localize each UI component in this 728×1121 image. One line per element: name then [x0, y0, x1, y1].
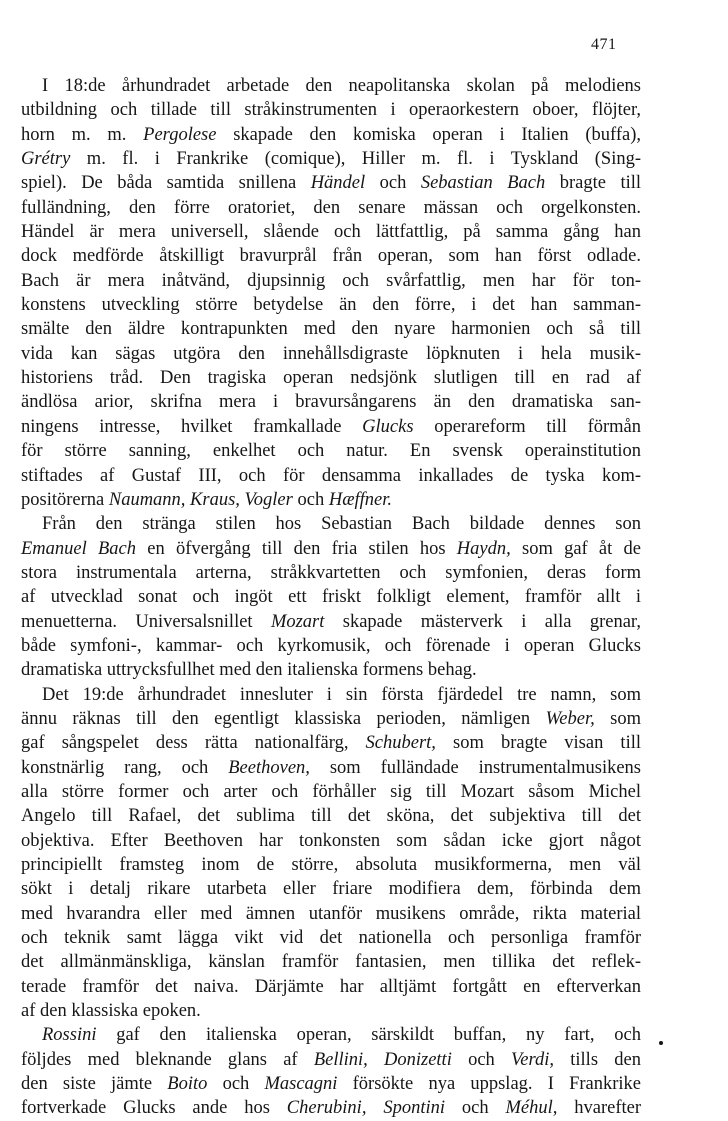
text-segment: och: [445, 1098, 506, 1119]
italic-name: Haydn,: [456, 538, 511, 559]
text-segment: principiellt framsteg inom de större, absoluta musikformerna, men väl: [21, 855, 641, 875]
italic-name: Weber,: [545, 708, 595, 729]
text-line: [21, 683, 641, 707]
text-line: [21, 196, 641, 220]
italic-name: Grétry: [21, 149, 71, 170]
text-segment: operareform till förmån: [413, 416, 641, 437]
text-segment: gaf den italienska operan, särskildt buffan, ny fart, och: [96, 1025, 641, 1046]
text-segment: sökt i detalj rikare utarbeta eller friare modifiera dem, förbinda dem: [21, 879, 641, 900]
italic-name: Naumann, Kraus, Vogler: [108, 489, 293, 510]
text-segment: spiel). De båda samtida snillena: [21, 173, 311, 194]
text-line: [21, 147, 641, 171]
text-segment: som bragte visan till: [435, 733, 641, 754]
italic-name: Verdi,: [511, 1049, 555, 1070]
text-segment: Det 19:de århundradet innesluter i sin första fjärdedel tre namn, som: [42, 684, 641, 705]
text-line: [21, 171, 641, 195]
text-line: [21, 975, 641, 999]
text-segment: fulländning, den förre oratoriet, den senare mässan och orgelkonsten.: [21, 197, 641, 218]
text-line: [21, 537, 641, 561]
text-segment: I 18:de århundradet arbetade den neapolitanska skolan på melodiens: [42, 76, 641, 96]
text-line: [21, 464, 641, 488]
text-segment: den siste jämte: [21, 1074, 168, 1095]
text-line: [21, 756, 641, 780]
text-segment: gaf sångspelet dess rätta nationalfärg,: [21, 733, 366, 754]
text-segment: försökte nya uppslag. I Frankrike: [337, 1074, 642, 1095]
text-line: [21, 804, 641, 828]
italic-name: Boito: [167, 1074, 208, 1095]
text-segment: bragte till: [545, 173, 641, 194]
italic-name: Emanuel Bach: [21, 538, 137, 559]
italic-name: Mascagni: [264, 1074, 338, 1095]
text-segment: horn m. m.: [21, 124, 144, 145]
text-segment: stiftades af Gustaf III, och för densamma inkallades de tyska kom-: [21, 465, 641, 486]
text-segment: hvarefter: [557, 1098, 641, 1119]
text-segment: af den klassiska epoken.: [21, 1001, 201, 1022]
text-line: [21, 1096, 641, 1120]
italic-name: Schubert,: [365, 733, 436, 754]
text-line: [21, 658, 641, 682]
text-line: [21, 98, 641, 122]
text-line: [21, 366, 641, 390]
text-segment: konstnärlig rang, och: [21, 757, 229, 778]
italic-name: Bellini, Donizetti: [313, 1049, 452, 1070]
text-line: [21, 707, 641, 731]
text-segment: som: [594, 708, 641, 729]
text-segment: terade framför det naiva. Därjämte har alltjämt fortgått en efterverkan: [21, 976, 641, 997]
text-segment: med hvarandra eller med ämnen utanför musikens område, rikta material: [21, 903, 641, 924]
text-line: [21, 999, 641, 1023]
text-line: [21, 1048, 641, 1072]
italic-name: Cherubini, Spontini: [286, 1098, 445, 1119]
italic-name: Méhul,: [505, 1098, 558, 1119]
text-line: [21, 342, 641, 366]
text-line: [21, 390, 641, 414]
text-segment: vida kan sägas utgöra den innehållsdigraste löpknuten i hela musik-: [21, 343, 641, 364]
text-segment: Händel är mera universell, slående och lättfattlig, på samma gång han: [21, 222, 641, 243]
italic-name: Glucks: [362, 416, 414, 437]
text-line: [21, 74, 641, 98]
page-number: 471: [591, 36, 617, 53]
text-line: [21, 244, 641, 268]
text-line: [21, 853, 641, 877]
text-segment: skapade den komiska operan i Italien (buffa),: [216, 124, 641, 145]
text-line: [21, 902, 641, 926]
text-line: [21, 561, 641, 585]
text-line: [21, 610, 641, 634]
text-line: [21, 950, 641, 974]
text-line: [21, 926, 641, 950]
text-segment: Angelo till Rafael, det sublima till det sköna, det subjektiva till det: [21, 806, 641, 827]
text-line: [21, 731, 641, 755]
text-segment: smälte den äldre kontrapunkten med den nyare harmonien och så till: [21, 319, 641, 340]
text-segment: positörerna: [21, 489, 109, 510]
text-segment: alla större former och arter och förhåller sig till Mozart såsom Michel: [21, 781, 641, 802]
text-segment: m. fl. i Frankrike (comique), Hiller m. fl. i Tyskland (Sing-: [70, 149, 641, 170]
text-segment: dramatiska uttrycksfullhet med den italienska formens behag.: [21, 660, 477, 681]
text-segment: utbildning och tillade till stråkinstrumenten i operaorkestern oboer, flöjter,: [21, 100, 641, 121]
text-segment: Från den stränga stilen hos Sebastian Bach bildade dennes son: [42, 514, 641, 535]
text-segment: för större sanning, enkelhet och natur. En svensk operainstitution: [21, 441, 641, 462]
text-line: [21, 585, 641, 609]
text-segment: tills den: [554, 1049, 641, 1070]
italic-name: Pergolese: [143, 124, 217, 145]
text-segment: ännu räknas till den egentligt klassiska perioden, nämligen: [21, 708, 546, 729]
text-segment: och teknik samt lägga vikt vid det nationella och personliga framför: [21, 928, 641, 949]
text-line: [21, 488, 641, 512]
text-segment: skapade mästerverk i alla grenar,: [324, 611, 641, 632]
italic-name: Mozart: [270, 611, 325, 632]
print-speck: [659, 1041, 663, 1045]
text-segment: följdes med bleknande glans af: [21, 1049, 314, 1070]
text-line: [21, 415, 641, 439]
text-line: [21, 269, 641, 293]
text-segment: och: [292, 489, 329, 510]
text-line: [21, 512, 641, 536]
text-segment: både symfoni-, kammar- och kyrkomusik, och förenade i operan Glucks: [21, 635, 641, 656]
text-segment: det allmänmänskliga, känslan framför fantasien, men tillika det reflek-: [21, 952, 641, 973]
italic-name: Händel: [310, 173, 366, 194]
text-line: [21, 293, 641, 317]
text-segment: konstens utveckling större betydelse än den förre, i det han samman-: [21, 295, 641, 316]
text-segment: Bach är mera inåtvänd, djupsinnig och svårfattlig, men har för ton-: [21, 270, 641, 291]
text-line: [21, 317, 641, 341]
text-segment: som gaf åt de: [510, 538, 641, 559]
text-segment: objektiva. Efter Beethoven har tonkonsten som sådan icke gjort något: [21, 830, 641, 851]
text-segment: ningens intresse, hvilket framkallade: [21, 416, 363, 437]
body-text: [21, 74, 641, 1121]
italic-name: Beethoven,: [228, 757, 310, 778]
text-line: [21, 780, 641, 804]
text-line: [21, 877, 641, 901]
text-segment: dock medförde åtskilligt bravurprål från operan, som han först odlade.: [21, 246, 641, 267]
text-line: [21, 829, 641, 853]
text-line: [21, 634, 641, 658]
text-segment: en öfvergång till den fria stilen hos: [136, 538, 457, 559]
text-line: [21, 439, 641, 463]
text-segment: af utvecklad sonat och ingöt ett friskt folkligt element, framför allt i: [21, 587, 641, 608]
text-segment: ändlösa arior, skrifna mera i bravursångarens än den dramatiska san-: [21, 392, 641, 413]
text-line: [21, 123, 641, 147]
text-segment: historiens tråd. Den tragiska operan nedsjönk slutligen till en rad af: [21, 368, 641, 389]
text-line: [21, 1023, 641, 1047]
text-segment: och: [207, 1074, 265, 1095]
text-segment: fortverkade Glucks ande hos: [21, 1098, 287, 1119]
italic-name: Rossini: [42, 1025, 97, 1046]
text-segment: som fulländade instrumentalmusikens: [309, 757, 641, 778]
text-segment: och: [451, 1049, 512, 1070]
text-line: [21, 220, 641, 244]
text-segment: menuetterna. Universalsnillet: [21, 611, 271, 632]
text-segment: stora instrumentala arterna, stråkkvartetten och symfonien, deras form: [21, 562, 641, 583]
italic-name: Sebastian Bach: [420, 173, 546, 194]
text-segment: och: [365, 173, 421, 194]
text-line: [21, 1072, 641, 1096]
italic-name: Hæffner.: [328, 489, 393, 510]
